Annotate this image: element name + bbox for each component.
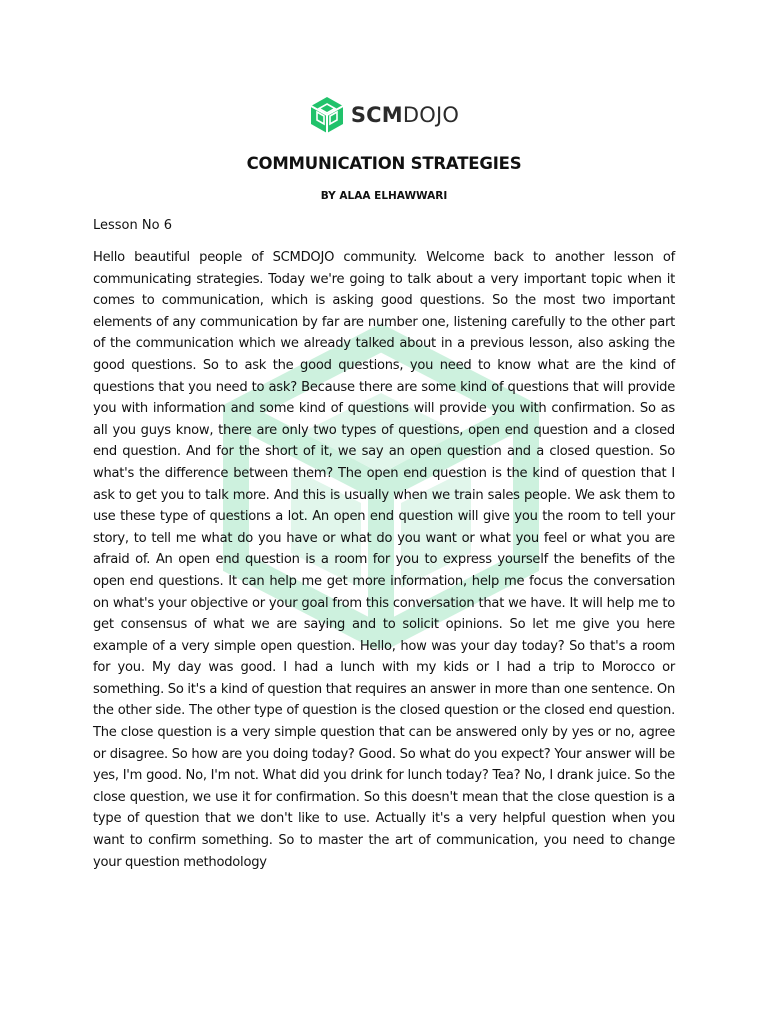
document-title: COMMUNICATION STRATEGIES <box>246 154 522 173</box>
body-paragraph: Hello beautiful people of SCMDOJO community. Welcome back to another lesson of communicating strategies. Today we're going to talk about a very important topic when it comes to communication, which is asking good questions. So the most two important elements of any communication by far are number one, listening carefully to the other part of the communication which we already talked about in a previous lesson, also asking the good questions. So to ask the good questions, you need to know what are the kind of questions that you need to ask? Because there are some kind of questions that will provide you with information and some kind of questions will provide you with confirmation. So as all you guys know, there are only two types of questions, open end question and a closed end question. And for the short of it, we say an open question and a closed question. So what's the difference between them? The open end question is the kind of question that I ask to get you to talk more. And this is usually when we train sales people. We ask them to use these type of questions a lot. An open end question will give you the room to tell your story, to tell me what do you have or what do you want or what you feel or what you are afraid of. An open end question is a room for you to express yourself the benefits of the open end questions. It can help me get more information, help me focus the conversation on what's your objective or your goal from this conversation that we have. It will help me to get consensus of what we are saying and to solicit opinions. So let me give you here example of a very simple open question. Hello, how was your day today? So that's a room for you. My day was good. I had a lunch with my kids or I had a trip to Morocco or something. So it's a kind of question that requires an answer in more than one sentence. On the other side. The other type of question is the closed question or the closed end question. The close question is a very simple question that can be answered only by yes or no, agree or disagree. So how are you doing today? Good. So what do you expect? Your answer will be yes, I'm good. No, I'm not. What did you drink for lunch today? Tea? No, I drank juice. So the close question, we use it for confirmation. So this doesn't mean that the close question is a type of question that we don't like to use. Actually it's a very helpful question when you want to confirm something. So to master the art of communication, you need to change your question methodology <box>93 250 675 870</box>
brand-wordmark-bold: SCM <box>350 102 403 127</box>
brand-wordmark-light: DOJO <box>402 102 460 127</box>
brand-logo <box>0 96 768 134</box>
document-author: BY ALAA ELHAWWARI <box>320 190 448 202</box>
scmdojo-cube-icon <box>309 96 345 134</box>
lesson-number: Lesson No 6 <box>93 218 172 233</box>
brand-wordmark <box>350 102 460 127</box>
